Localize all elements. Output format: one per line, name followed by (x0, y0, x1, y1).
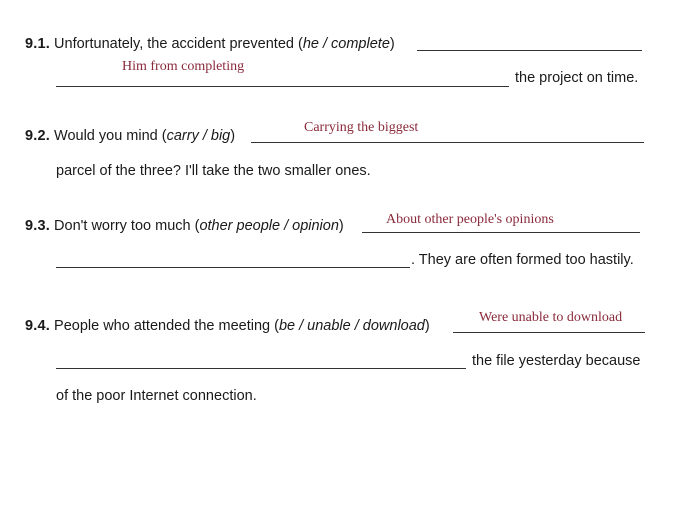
hint-text: carry / big (166, 128, 231, 144)
exercise-9-3-prompt (25, 217, 344, 235)
handwritten-answer: Carrying the biggest (304, 120, 419, 135)
prompt-text: ) (338, 218, 344, 234)
answer-blank[interactable] (56, 368, 466, 369)
handwritten-answer: About other people's opinions (386, 212, 554, 227)
continuation-text: parcel of the three? I'll take the two smaller ones. (56, 163, 371, 179)
handwritten-answer: Were unable to download (479, 310, 623, 325)
hint-text: other people / opinion (199, 218, 339, 234)
exercise-number: 9.2. (25, 128, 50, 144)
prompt-text: Don't worry too much ( (54, 218, 200, 234)
prompt-text: ) (424, 318, 430, 334)
exercise-9-2-prompt (25, 127, 235, 145)
exercise-number: 9.4. (25, 318, 50, 334)
exercise-9-4-prompt (25, 317, 430, 335)
exercise-number: 9.3. (25, 218, 50, 234)
prompt-text: Unfortunately, the accident prevented ( (54, 36, 303, 52)
prompt-text: ) (230, 128, 236, 144)
answer-blank[interactable] (251, 142, 644, 143)
prompt-text: ) (389, 36, 395, 52)
answer-blank[interactable] (453, 332, 645, 333)
answer-blank[interactable] (56, 267, 410, 268)
answer-blank[interactable] (362, 232, 640, 233)
hint-text: he / complete (302, 36, 390, 52)
handwritten-answer: Him from completing (122, 59, 245, 74)
prompt-text: Would you mind ( (54, 128, 167, 144)
exercise-9-1-prompt (25, 35, 395, 53)
continuation-text: of the poor Internet connection. (56, 388, 257, 404)
continuation-text: the project on time. (515, 70, 639, 86)
answer-blank[interactable] (417, 50, 642, 51)
continuation-text: . They are often formed too hastily. (411, 252, 634, 268)
prompt-text: People who attended the meeting ( (54, 318, 279, 334)
exercise-number: 9.1. (25, 36, 50, 52)
hint-text: be / unable / download (278, 318, 425, 334)
answer-blank[interactable] (56, 86, 509, 87)
continuation-text: the file yesterday because (472, 353, 641, 369)
